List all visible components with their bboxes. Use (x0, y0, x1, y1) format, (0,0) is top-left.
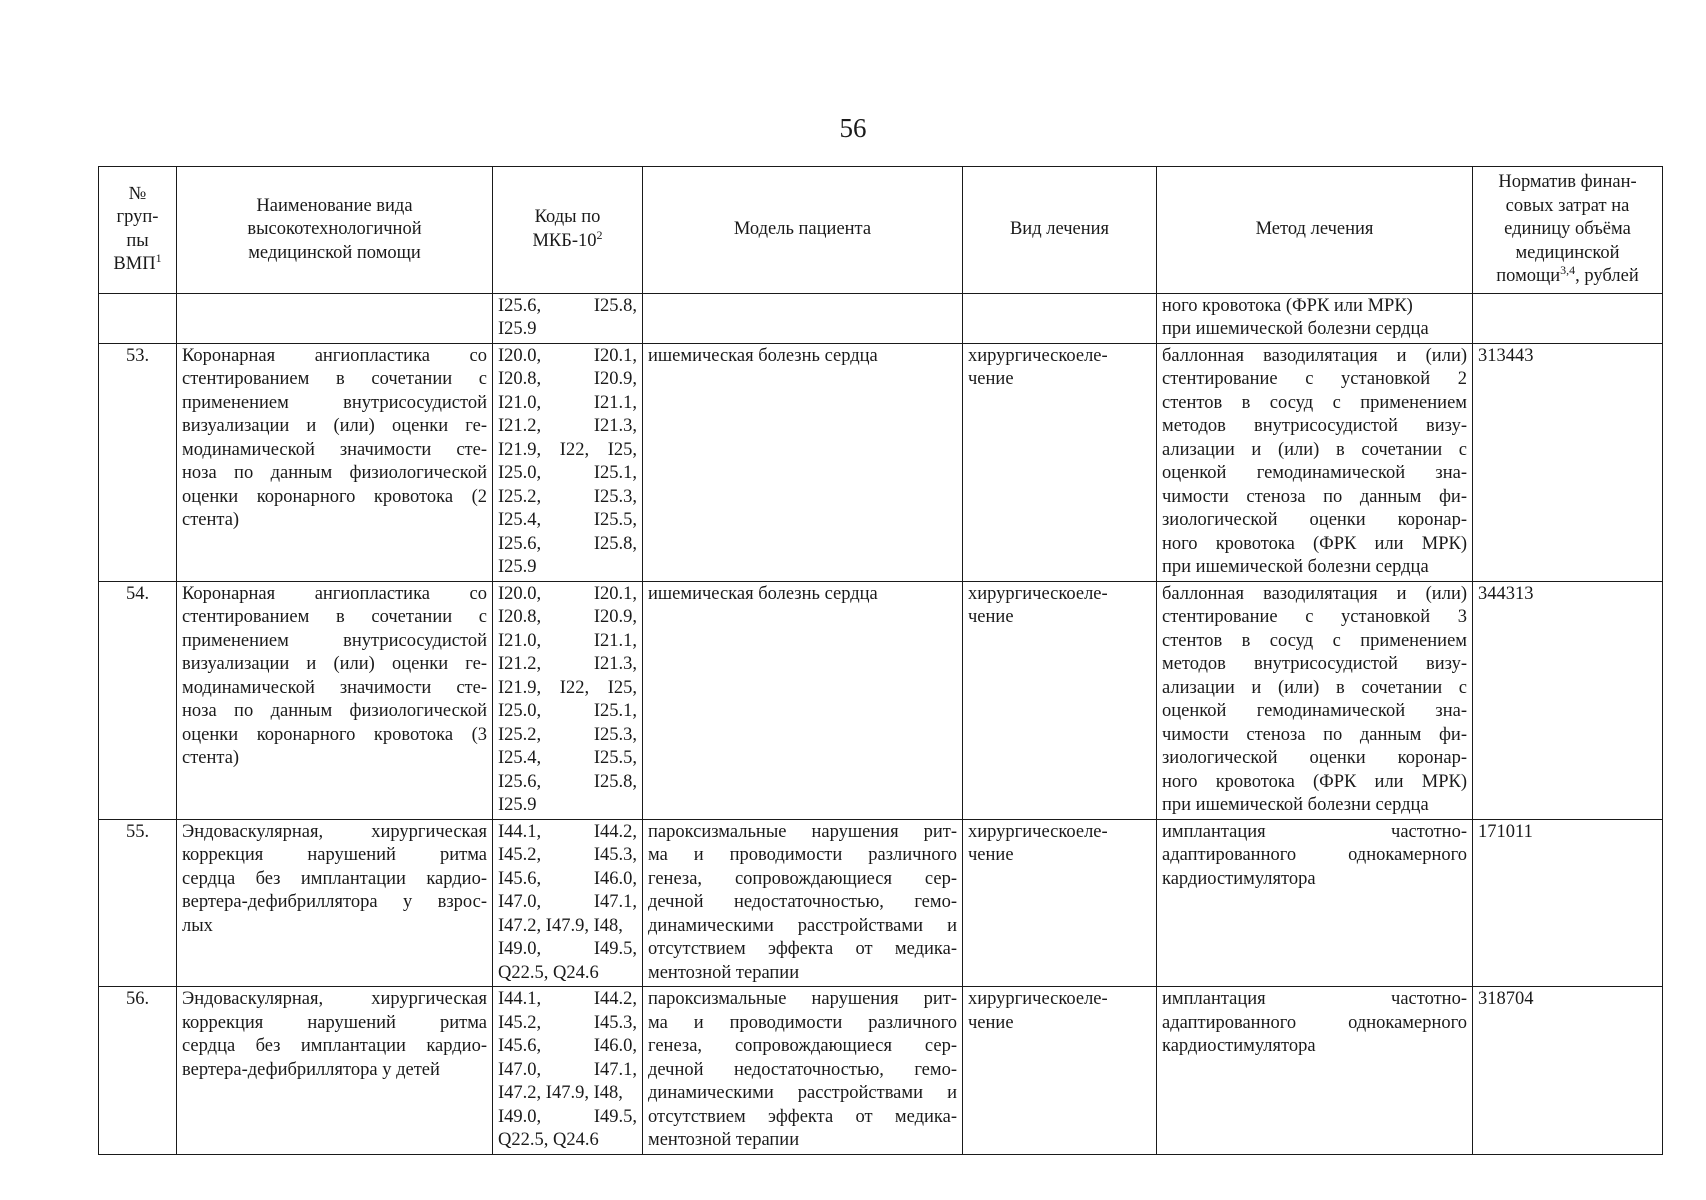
header-method: Метод лечения (1157, 167, 1473, 294)
row-method: имплантация частотно- адаптированного однокамерного кардиостимулятора (1157, 819, 1473, 987)
header-codes: Коды по МКБ-$10^2$ (493, 167, 643, 294)
row-model: пароксизмальные нарушения рит- ма и проводимости различного генеза, сопровождающиеся сер- дечной недостаточностью, гемо- динамическими расстройствами и отсутствием эффекта от медика- ментозной терапии (643, 987, 963, 1155)
row-number: 53. (99, 343, 177, 581)
cont-treatment (963, 293, 1157, 343)
vmp-table (98, 166, 1663, 1155)
row-method: имплантация частотно- адаптированного однокамерного кардиостимулятора (1157, 987, 1473, 1155)
row-codes: I44.1, I44.2, I45.2, I45.3, I45.6, I46.0, I47.0, I47.1, I47.2, I47.9, I48, I49.0, I49.5, Q22.5, Q24.6 (493, 987, 643, 1155)
cont-num (99, 293, 177, 343)
row-model: ишемическая болезнь сердца (643, 581, 963, 819)
row-cost: 318704 (1473, 987, 1663, 1155)
table-row (99, 987, 1663, 1155)
row-treatment: хирургическоеле- чение (963, 819, 1157, 987)
table-row (99, 819, 1663, 987)
row-name: Эндоваскулярная, хирургическая коррекция нарушений ритма сердца без имплантации кардио- вертера-дефибриллятора у взрос- лых (177, 819, 493, 987)
header-row (99, 167, 1663, 294)
page-number: 56 (839, 113, 867, 143)
header-cost: Норматив финан- совых затрат на единицу объёма медицинской помощи$^{3,4}$, рублей (1473, 167, 1663, 294)
table-row (99, 581, 1663, 819)
row-codes: I44.1, I44.2, I45.2, I45.3, I45.6, I46.0, I47.0, I47.1, I47.2, I47.9, I48, I49.0, I49.5, Q22.5, Q24.6 (493, 819, 643, 987)
table-row (99, 343, 1663, 581)
row-name: Эндоваскулярная, хирургическая коррекция нарушений ритма сердца без имплантации кардио- вертера-дефибриллятора у детей (177, 987, 493, 1155)
row-name: Коронарная ангиопластика со стентированием в сочетании с применением внутрисосудистой визуализации и (или) оценки ге- модинамической значимости сте- ноза по данным физиологической оценки коронарного кровотока (2 стента) (177, 343, 493, 581)
row-treatment: хирургическоеле- чение (963, 987, 1157, 1155)
row-codes: I20.0, I20.1, I20.8, I20.9, I21.0, I21.1, I21.2, I21.3, I21.9, I22, I25, I25.0, I25.1, I25.2, I25.3, I25.4, I25.5, I25.6, I25.8, I25.9 (493, 581, 643, 819)
row-cost: 344313 (1473, 581, 1663, 819)
row-name: Коронарная ангиопластика со стентированием в сочетании с применением внутрисосудистой визуализации и (или) оценки ге- модинамической значимости сте- ноза по данным физиологической оценки коронарного кровотока (3 стента) (177, 581, 493, 819)
cont-cost (1473, 293, 1663, 343)
row-method: баллонная вазодилятация и (или) стентирование с установкой 2 стентов в сосуд с применением методов внутрисосудистой визу- ализации и (или) в сочетании с оценкой гемодинамической зна- чимости стеноза по данным фи- зиологической оценки коронар- ного кровотока (ФРК или МРК) при ишемической болезни сердца (1157, 343, 1473, 581)
row-treatment: хирургическоеле- чение (963, 581, 1157, 819)
cont-codes: I25.6, I25.8, I25.9 (493, 293, 643, 343)
row-number: 54. (99, 581, 177, 819)
header-treatment: Вид лечения (963, 167, 1157, 294)
row-number: 56. (99, 987, 177, 1155)
row-cost: 171011 (1473, 819, 1663, 987)
row-cost: 313443 (1473, 343, 1663, 581)
continuation-row (99, 293, 1663, 343)
cont-name (177, 293, 493, 343)
row-treatment: хирургическоеле- чение (963, 343, 1157, 581)
row-number: 55. (99, 819, 177, 987)
header-group-no: № груп- пы ВМП$^1$ (99, 167, 177, 294)
row-model: ишемическая болезнь сердца (643, 343, 963, 581)
row-method: баллонная вазодилятация и (или) стентирование с установкой 3 стентов в сосуд с применением методов внутрисосудистой визу- ализации и (или) в сочетании с оценкой гемодинамической зна- чимости стеноза по данным фи- зиологической оценки коронар- ного кровотока (ФРК или МРК) при ишемической болезни сердца (1157, 581, 1473, 819)
header-model: Модель пациента (643, 167, 963, 294)
header-name: Наименование вида высокотехнологичной медицинской помощи (177, 167, 493, 294)
row-codes: I20.0, I20.1, I20.8, I20.9, I21.0, I21.1, I21.2, I21.3, I21.9, I22, I25, I25.0, I25.1, I25.2, I25.3, I25.4, I25.5, I25.6, I25.8, I25.9 (493, 343, 643, 581)
cont-method: ного кровотока (ФРК или МРК) при ишемической болезни сердца (1157, 293, 1473, 343)
cont-model (643, 293, 963, 343)
row-model: пароксизмальные нарушения рит- ма и проводимости различного генеза, сопровождающиеся сер- дечной недостаточностью, гемо- динамическими расстройствами и отсутствием эффекта от медика- ментозной терапии (643, 819, 963, 987)
